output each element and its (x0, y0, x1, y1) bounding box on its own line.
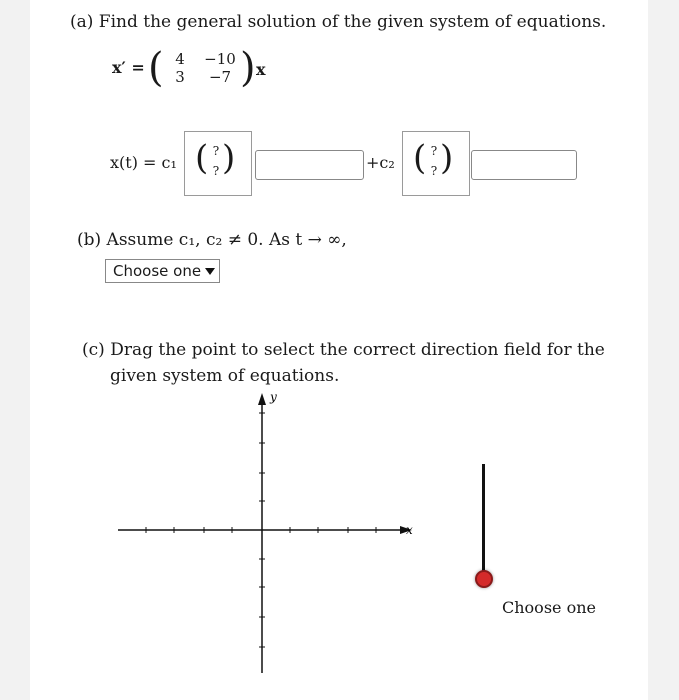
x-axis-label: x (406, 523, 413, 537)
matrix-cell: 3 (175, 68, 185, 86)
lhs-text: x′ = (112, 58, 145, 77)
solution-lhs: x(t) = c₁ (110, 153, 177, 172)
left-paren-icon: ( (148, 45, 164, 91)
dropdown-value: Choose one (113, 262, 202, 280)
part-a-prompt: (a) Find the general solution of the given system of equations. (70, 12, 607, 32)
matrix-cell: −10 (204, 50, 236, 68)
part-b-prompt: (b) Assume c₁, c₂ ≠ 0. As t → ∞, (77, 230, 347, 250)
part-c-prompt-line2: given system of equations. (110, 366, 340, 386)
eigenvector-1-input[interactable] (184, 131, 252, 196)
limit-behavior-dropdown[interactable] (105, 259, 220, 283)
right-paren-icon: ) (440, 138, 454, 178)
rhs-variable: x (256, 60, 266, 79)
vector-entry: ? (212, 164, 220, 178)
vector-entry: ? (430, 164, 438, 178)
y-axis-label: y (270, 390, 277, 404)
draggable-point-handle[interactable] (475, 570, 493, 588)
direction-field-choice-label: Choose one (502, 598, 596, 617)
exponential-2-input[interactable] (471, 150, 577, 180)
chevron-down-icon (205, 268, 215, 275)
part-c-prompt-line1: (c) Drag the point to select the correct direction field for the (82, 340, 605, 360)
equation-lhs (112, 58, 145, 77)
direction-field-axes (110, 385, 440, 680)
worksheet-page (30, 0, 648, 700)
right-paren-icon: ) (240, 45, 256, 91)
vector-entry: ? (430, 144, 438, 158)
exponential-1-input[interactable] (255, 150, 364, 180)
y-axis-arrow-icon (258, 393, 266, 405)
left-paren-icon: ( (413, 138, 427, 178)
matrix-cell: −7 (208, 68, 232, 86)
field-selector-track[interactable] (482, 464, 485, 579)
eigenvector-2-input[interactable] (402, 131, 470, 196)
right-paren-icon: ) (222, 138, 236, 178)
plus-c2-text: +c₂ (366, 153, 395, 172)
left-paren-icon: ( (195, 138, 209, 178)
coefficient-matrix (160, 50, 246, 86)
vector-entry: ? (212, 144, 220, 158)
matrix-cell: 4 (175, 50, 185, 68)
